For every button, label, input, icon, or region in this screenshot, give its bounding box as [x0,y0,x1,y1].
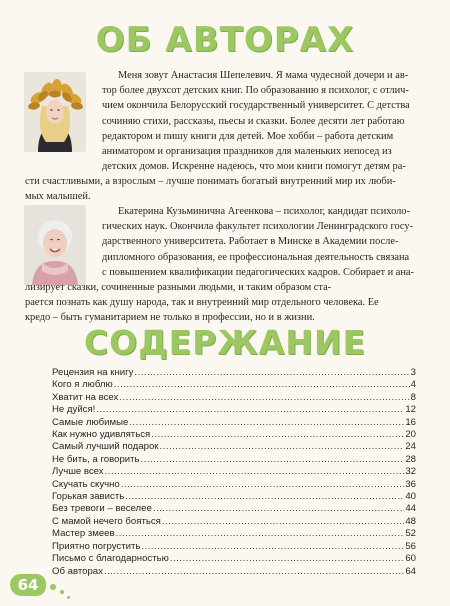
toc-entry [52,417,416,429]
bio-line: Екатерина Кузьминична Агеенкова – психолог, кандидат психоло- [118,206,410,217]
toc-entry [52,379,416,391]
toc-entry [52,491,416,503]
toc-entry-title: Скучать скучно [52,478,120,490]
toc-leader-dots [170,553,405,565]
toc-entry-page: 28 [405,453,416,465]
toc-entry-page: 12 [405,404,416,416]
bio-line: детских домов. Искренне надеюсь, что мои книги помогут детям ра- [102,161,406,172]
bio-line: редактором и пишу книги для детей. Мое хобби – работа детским [102,130,394,142]
toc-entry [52,441,416,453]
toc-leader-dots [105,466,405,478]
toc-entry-page: 32 [405,466,416,478]
toc-entry-page: 64 [405,565,416,577]
toc-entry-page: 60 [405,553,416,565]
toc-leader-dots [121,479,405,491]
decorative-dot [50,584,56,590]
toc-entry [52,479,416,491]
author-photo-shepelevich [24,72,86,152]
toc-entry-page: 44 [405,503,416,515]
bio-line: мых малышей. [25,191,91,203]
toc-entry-title: Хватит на всех [52,391,119,403]
bio-line: лизирует сказки, сочиненные разными людьми, и таким образом ста- [25,282,332,293]
toc-leader-dots [134,367,409,379]
toc-entry-page: 24 [405,441,416,453]
toc-entry-title: Самый лучший подарок [52,441,159,453]
author-bio-shepelevich [102,68,434,159]
toc-entry-title: Самые любимые [52,416,129,428]
toc-entry-title: Письмо с благодарностью [52,553,169,565]
bio-line: с повышением квалификации педагогических кадров. Собирает и ана- [102,266,414,278]
toc-entry [52,516,416,528]
bio-line: тор более двухсот детских книг. По образованию я психолог, с отлич- [102,85,409,97]
toc-entry-title: Приятно погрустить [52,540,141,552]
bio-line: Меня зовут Анастасия Шепелевич. Я мама чудесной дочери и ав- [118,70,409,81]
toc-entry-title: Горькая зависть [52,491,125,503]
bio-line: аниматором и организация праздников для маленьких непосед из [102,146,392,158]
contents-heading: СОДЕРЖАНИЕ [83,323,367,362]
bio-line: рается познать как душу народа, так и внутренний мир отдельного человека. Ее [25,297,379,309]
toc-entry-title: Мастер змеев [52,528,115,540]
toc-entry-title: Рецензия на книгу [52,367,134,378]
page-number: 64 [10,574,46,596]
toc-entry-title: Без тревоги – веселее [52,503,152,515]
table-of-contents [52,367,416,578]
bio-line: дарственного университета. Работает в Минске в Академии после- [102,236,399,248]
toc-leader-dots [125,491,404,503]
bio-line: кредо – быть гуманитарием не только в профессии, но и в жизни. [25,312,315,324]
toc-entry-title: С мамой нечего бояться [52,515,161,527]
toc-entry [52,553,416,565]
toc-entry-title: Не бить, а говорить [52,453,140,465]
toc-entry [52,528,416,540]
toc-entry-page: 56 [405,540,416,552]
bio-line: сти счастливыми, а взрослым – лучше понимать богатый внутренний мир их люби- [25,176,396,188]
toc-entry-page: 3 [410,367,416,378]
toc-entry [52,503,416,515]
toc-leader-dots [159,441,404,453]
toc-entry-page: 8 [410,391,416,403]
toc-entry-page: 36 [405,478,416,490]
toc-leader-dots [151,429,404,441]
bio-line: гических наук. Окончила факультет психологии Ленинградского госу- [102,221,414,233]
toc-leader-dots [141,541,404,553]
toc-entry-page: 40 [405,491,416,503]
toc-leader-dots [104,566,404,578]
bio-line: сочиняю стихи, рассказы, пьесы и сказки. Более десяти лет работаю [102,115,405,127]
toc-entry-page: 16 [405,416,416,428]
about-authors-heading: ОБ АВТОРАХ [95,20,355,60]
bio-line: дипломного образования, ее профессиональная деятельность связана [102,251,410,263]
toc-entry [52,454,416,466]
toc-entry-page: 4 [410,379,416,391]
toc-entry [52,541,416,553]
toc-leader-dots [116,528,405,540]
toc-entry [52,392,416,404]
author-bio-ageenkova-continued [25,280,434,326]
toc-leader-dots [96,404,404,416]
toc-entry-title: Лучше всех [52,466,104,478]
toc-entry [52,367,416,379]
decorative-dot [67,596,70,599]
author-bio-shepelevich-continued [25,159,434,205]
toc-entry-title: Как нужно удивляться [52,429,151,441]
toc-entry-page: 20 [405,429,416,441]
author-photo-ageenkova [24,205,86,285]
toc-entry-title: Об авторах [52,565,103,577]
toc-entry-page: 52 [405,528,416,540]
bio-line: чием окончила Белорусский государственный университет. С детства [102,100,410,112]
toc-entry-title: Не дуйся! [52,404,96,416]
toc-entry [52,404,416,416]
toc-leader-dots [141,454,405,466]
toc-leader-dots [114,379,410,391]
toc-leader-dots [153,503,405,515]
toc-entry-page: 48 [405,515,416,527]
toc-leader-dots [162,516,404,528]
toc-entry [52,466,416,478]
toc-entry [52,566,416,578]
toc-entry [52,429,416,441]
author-bio-ageenkova [102,204,434,280]
toc-entry-title: Кого я люблю [52,379,113,391]
toc-leader-dots [129,417,404,429]
toc-leader-dots [119,392,409,404]
decorative-dot [60,590,64,594]
